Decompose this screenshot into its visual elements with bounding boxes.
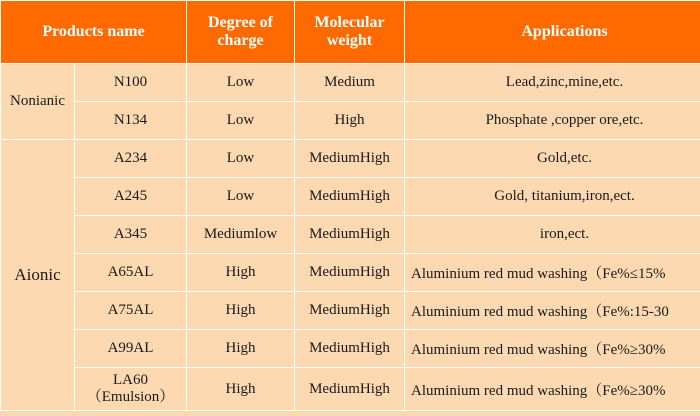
application-cell: Gold, titanium,iron,ect. <box>405 178 700 216</box>
product-name-cell: A234 <box>75 140 187 178</box>
table-row <box>1 368 700 411</box>
weight-cell: MediumHigh <box>295 330 405 368</box>
table-row <box>1 102 700 140</box>
weight-cell: Medium <box>295 64 405 102</box>
table-row <box>1 178 700 216</box>
group-aionic: Aionic <box>1 140 75 411</box>
charge-cell: Low <box>187 102 295 140</box>
charge-cell: Low <box>187 64 295 102</box>
product-name-cell: A99AL <box>75 330 187 368</box>
charge-cell: High <box>187 292 295 330</box>
application-cell: Aluminium red mud washing（Fe%≥30% <box>405 330 700 368</box>
product-name-cell <box>75 368 187 411</box>
product-name-cell: A75AL <box>75 292 187 330</box>
table-row <box>1 254 700 292</box>
product-name-cell: A245 <box>75 178 187 216</box>
product-name-main: LA60 <box>113 372 148 388</box>
header-degree-of-charge: Degree of charge <box>187 1 295 64</box>
table-row <box>1 292 700 330</box>
weight-cell: MediumHigh <box>295 292 405 330</box>
table-row <box>1 330 700 368</box>
header-products-name: Products name <box>1 1 187 64</box>
table-row <box>1 140 700 178</box>
application-cell: Aluminium red mud washing（Fe%≤15% <box>405 254 700 292</box>
table-row <box>1 216 700 254</box>
weight-cell: MediumHigh <box>295 254 405 292</box>
charge-cell: High <box>187 330 295 368</box>
weight-cell: MediumHigh <box>295 178 405 216</box>
charge-cell: Mediumlow <box>187 216 295 254</box>
charge-cell: Low <box>187 178 295 216</box>
application-cell: Gold,etc. <box>405 140 700 178</box>
application-cell: Phosphate ,copper ore,etc. <box>405 102 700 140</box>
product-name-cell: A65AL <box>75 254 187 292</box>
product-name-cell: A345 <box>75 216 187 254</box>
charge-cell: Low <box>187 140 295 178</box>
product-name-cell: N134 <box>75 102 187 140</box>
application-cell: iron,ect. <box>405 216 700 254</box>
application-cell: Aluminium red mud washing（Fe%≥30% <box>405 368 700 411</box>
header-row <box>1 1 700 64</box>
application-cell: Aluminium red mud washing（Fe%:15-30 <box>405 292 700 330</box>
charge-cell: High <box>187 368 295 411</box>
charge-cell: High <box>187 254 295 292</box>
header-applications: Applications <box>405 1 700 64</box>
header-molecular-weight: Molecular weight <box>295 1 405 64</box>
weight-cell: MediumHigh <box>295 368 405 411</box>
weight-cell: MediumHigh <box>295 216 405 254</box>
group-nonianic: Nonianic <box>1 64 75 140</box>
product-name-sub: （Emulsion） <box>86 389 175 405</box>
weight-cell: High <box>295 102 405 140</box>
weight-cell: MediumHigh <box>295 140 405 178</box>
application-cell: Lead,zinc,mine,etc. <box>405 64 700 102</box>
product-name-cell: N100 <box>75 64 187 102</box>
table-row <box>1 64 700 102</box>
